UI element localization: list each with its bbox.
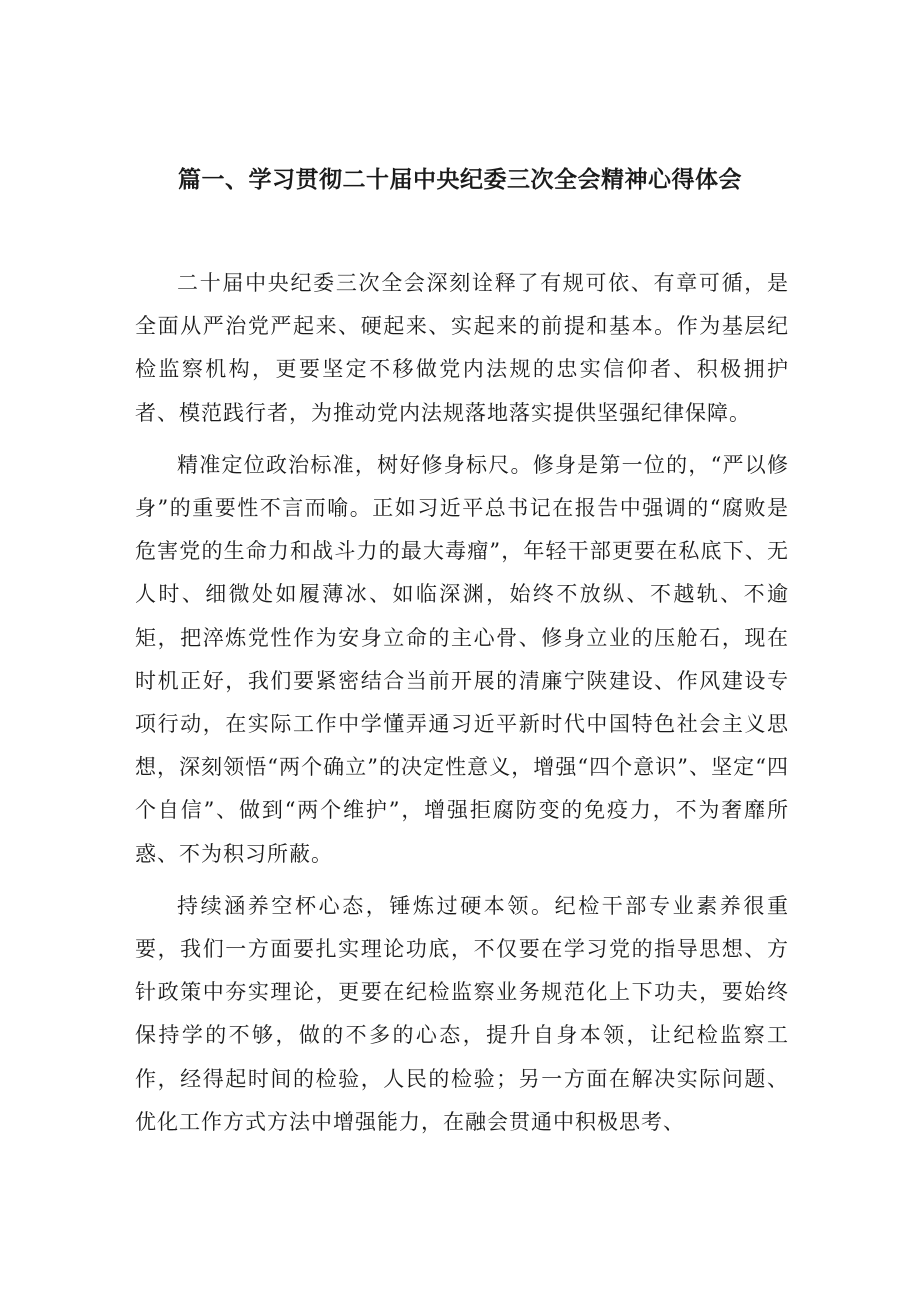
- paragraph-intro: 二十届中央纪委三次全会深刻诠释了有规可依、有章可循，是全面从严治党严起来、硬起来、实起来的前提和基本。作为基层纪检监察机构，更要坚定不移做党内法规的忠实信仰者、积极拥护者、模范践行者，为推动党内法规落地落实提供坚强纪律保障。: [135, 271, 789, 425]
- paragraph-empty-cup-mindset: 持续涵养空杯心态，锤炼过硬本领。纪检干部专业素养很重要，我们一方面要扎实理论功底，不仅要在学习党的指导思想、方针政策中夯实理论，更要在纪检监察业务规范化上下功夫，要始终保持学的不够，做的不多的心态，提升自身本领，让纪检监察工作，经得起时间的检验，人民的检验；另一方面在解决实际问题、优化工作方式方法中增强能力，在融会贯通中积极思考、: [135, 893, 789, 1134]
- paragraph-political-standard: 精准定位政治标准，树好修身标尺。修身是第一位的，“严以修身”的重要性不言而喻。正如习近平总书记在报告中强调的“腐败是危害党的生命力和战斗力的最大毒瘤”，年轻干部更要在私底下、无人时、细微处如履薄冰、如临深渊，始终不放纵、不越轨、不逾矩，把淬炼党性作为安身立命的主心骨、修身立业的压舱石，现在时机正好，我们要紧密结合当前开展的清廉宁陕建设、作风建设专项行动，在实际工作中学懂弄通习近平新时代中国特色社会主义思想，深刻领悟“两个确立”的决定性意义，增强“四个意识”、坚定“四个自信”、做到“两个维护”，增强拒腐防变的免疫力，不为奢靡所惑、不为积习所蔽。: [135, 452, 789, 866]
- document-title: 篇一、学习贯彻二十届中央纪委三次全会精神心得体会: [178, 167, 742, 193]
- document-body: [135, 262, 789, 1153]
